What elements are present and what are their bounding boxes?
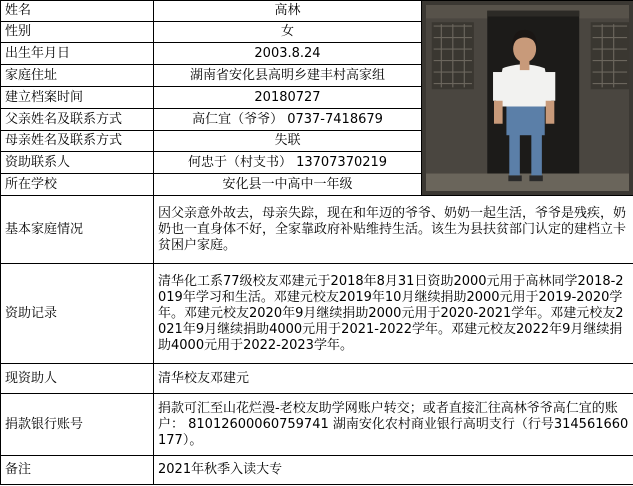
value-current-sponsor: 清华校友邓建元	[154, 364, 633, 394]
photo-cell	[422, 1, 633, 196]
row-aid-record	[1, 264, 633, 364]
label-father-contact: 父亲姓名及联系方式	[1, 109, 154, 131]
value-family-situation: 因父亲意外故去，母亲失踪，现在和年迈的爷爷、奶奶一起生活，爷爷是残疾，奶奶也一直身体不好，全家靠政府补贴维持生活。该生为县扶贫部门认定的建档立卡贫困户家庭。	[154, 196, 633, 264]
label-school: 所在学校	[1, 174, 154, 196]
label-aid-record: 资助记录	[1, 264, 154, 364]
value-mother-contact: 失联	[154, 131, 422, 152]
row-remarks	[1, 456, 633, 485]
value-remarks: 2021年秋季入读大专	[154, 456, 633, 485]
value-school: 安化县一中高中一年级	[154, 174, 422, 196]
label-aid-contact: 资助联系人	[1, 152, 154, 174]
row-current-sponsor	[1, 364, 633, 394]
label-mother-contact: 母亲姓名及联系方式	[1, 131, 154, 152]
label-archive-date: 建立档案时间	[1, 87, 154, 109]
value-name: 高林	[154, 1, 422, 22]
label-bank-account: 捐款银行账号	[1, 394, 154, 456]
label-gender: 性别	[1, 22, 154, 43]
value-bank-account: 捐款可汇至山花烂漫-老校友助学网账户转交；或者直接汇往高林爷爷高仁宜的账户： 81012600060759741 湖南安化农村商业银行高明支行（行号314561660177）。	[154, 394, 633, 456]
value-father-contact: 高仁宜（爷爷） 0737-7418679	[154, 109, 422, 131]
value-address: 湖南省安化县高明乡建丰村高家组	[154, 65, 422, 87]
label-current-sponsor: 现资助人	[1, 364, 154, 394]
row-name	[1, 1, 633, 22]
value-aid-record: 清华化工系77级校友邓建元于2018年8月31日资助2000元用于高林同学2018-2019年学习和生活。邓建元校友2019年10月继续捐助2000元用于2019-2020学年。邓建元校友2020年9月继续捐助2000元用于2020-2021学年。邓建元校友2021年9月继续捐助4000元用于2021-2022学年。邓建元校友2022年9月继续捐助4000元用于2022-2023学年。	[154, 264, 633, 364]
label-address: 家庭住址	[1, 65, 154, 87]
value-archive-date: 20180727	[154, 87, 422, 109]
label-family-situation: 基本家庭情况	[1, 196, 154, 264]
label-remarks: 备注	[1, 456, 154, 485]
row-family-situation	[1, 196, 633, 264]
label-birthdate: 出生年月日	[1, 43, 154, 65]
value-aid-contact: 何忠于（村支书） 13707370219	[154, 152, 422, 174]
value-gender: 女	[154, 22, 422, 43]
student-photo	[426, 5, 629, 192]
label-name: 姓名	[1, 1, 154, 22]
value-birthdate: 2003.8.24	[154, 43, 422, 65]
row-bank-account	[1, 394, 633, 456]
